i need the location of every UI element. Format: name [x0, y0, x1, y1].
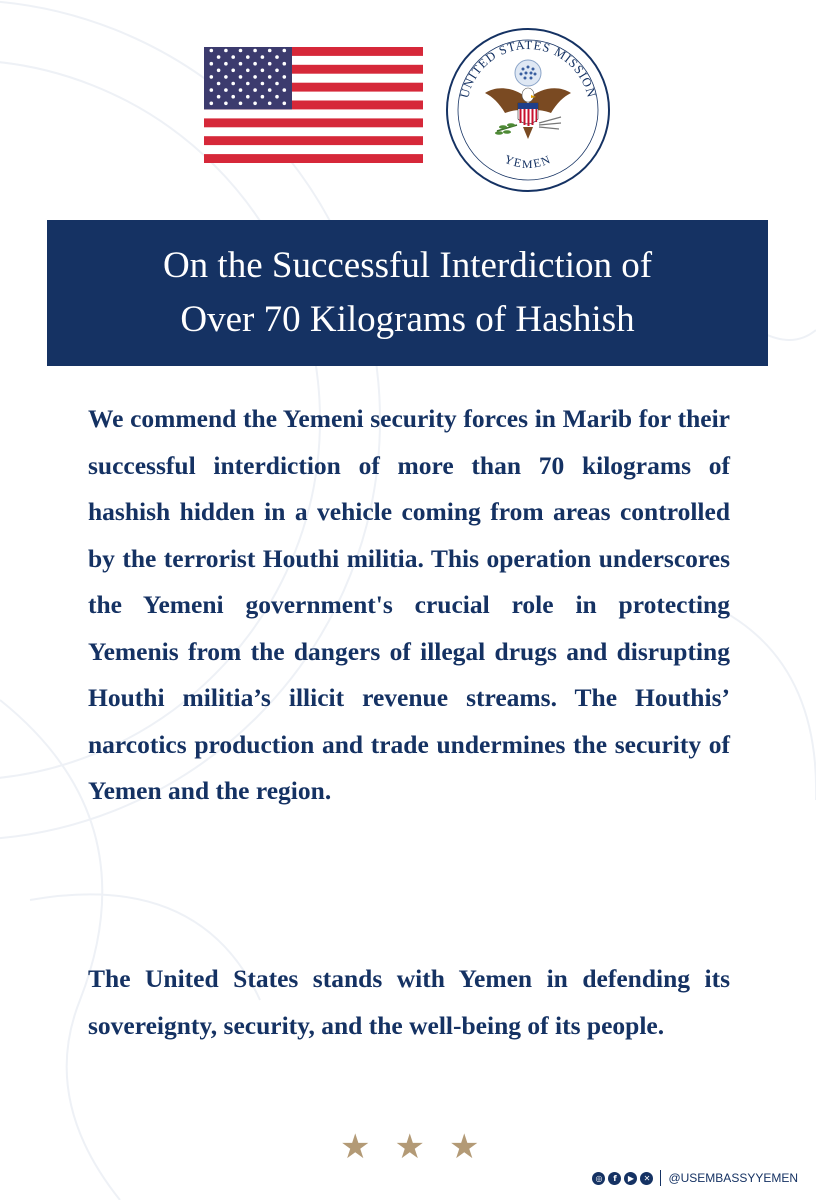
youtube-icon[interactable]: ▶: [624, 1172, 637, 1185]
title-line-1: On the Successful Interdiction of: [162, 245, 653, 286]
facebook-icon[interactable]: f: [608, 1172, 621, 1185]
flag-star: [246, 82, 250, 86]
flag-star: [239, 49, 243, 53]
flag-star: [283, 62, 287, 66]
flag-star: [261, 55, 265, 59]
decorative-stars: [340, 1127, 480, 1167]
title-line-2: Over 70 Kilograms of Hashish: [180, 299, 635, 340]
flag-star: [239, 102, 243, 106]
flag-star: [261, 95, 265, 99]
statement-paragraph-2: The United States stands with Yemen in defending its sovereignty, security, and the well-being of its people.: [88, 964, 730, 1040]
flag-star: [261, 69, 265, 73]
flag-star: [210, 49, 214, 53]
us-flag-icon: [204, 47, 423, 163]
flag-star: [231, 69, 235, 73]
flag-star: [239, 75, 243, 79]
flag-star: [275, 55, 279, 59]
social-handle[interactable]: @USEMBASSYYEMEN: [668, 1171, 798, 1185]
flag-star: [246, 55, 250, 59]
flag-star: [275, 95, 279, 99]
flag-star: [210, 75, 214, 79]
flag-star: [283, 49, 287, 53]
flag-star: [231, 55, 235, 59]
flag-star: [268, 75, 272, 79]
flag-star: [253, 49, 257, 53]
flag-star: [283, 102, 287, 106]
star-icon: ★: [394, 1127, 425, 1167]
footer-divider: [660, 1170, 661, 1186]
flag-star: [239, 62, 243, 66]
flag-star: [224, 88, 228, 92]
flag-star: [224, 49, 228, 53]
flag-star: [268, 62, 272, 66]
flag-star: [283, 75, 287, 79]
flag-star: [275, 69, 279, 73]
flag-star: [224, 62, 228, 66]
flag-star: [261, 82, 265, 86]
flag-star: [246, 95, 250, 99]
flag-star: [217, 55, 221, 59]
instagram-icon[interactable]: ◎: [592, 1172, 605, 1185]
flag-star: [210, 102, 214, 106]
seal-bottom-text: YEMEN: [502, 151, 554, 171]
flag-star: [268, 102, 272, 106]
flag-star: [231, 82, 235, 86]
star-icon: ★: [340, 1127, 371, 1167]
flag-star: [246, 69, 250, 73]
flag-star: [210, 88, 214, 92]
flag-star: [253, 102, 257, 106]
flag-star: [253, 88, 257, 92]
flag-star: [253, 75, 257, 79]
flag-star: [268, 88, 272, 92]
flag-star: [239, 88, 243, 92]
star-icon: ★: [448, 1127, 480, 1167]
flag-star: [217, 95, 221, 99]
embassy-seal: [445, 27, 611, 193]
flag-star: [224, 102, 228, 106]
flag-star: [253, 62, 257, 66]
x-icon[interactable]: ✕: [640, 1172, 653, 1185]
flag-star: [275, 82, 279, 86]
flag-star: [210, 62, 214, 66]
social-footer: [592, 1170, 798, 1186]
flag-star: [268, 49, 272, 53]
statement-paragraph-1: We commend the Yemeni security forces in Marib for their successful interdiction of more than 70 kilograms of hashish hidden in a vehicle coming from areas controlled by the terrorist Houthi militia. This operation underscores the Yemeni government's crucial role in protecting Yemenis from the dangers of illegal drugs and disrupting Houthi militia’s illicit revenue streams. The Houthis’ narcotics production and trade undermines the security of Yemen and the region.: [88, 404, 730, 805]
flag-star: [217, 69, 221, 73]
flag-star: [224, 75, 228, 79]
seal-top-text: UNITED STATES MISSION: [457, 37, 599, 100]
title-banner: [47, 220, 768, 366]
flag-star: [217, 82, 221, 86]
flag-star: [283, 88, 287, 92]
flag-star: [231, 95, 235, 99]
